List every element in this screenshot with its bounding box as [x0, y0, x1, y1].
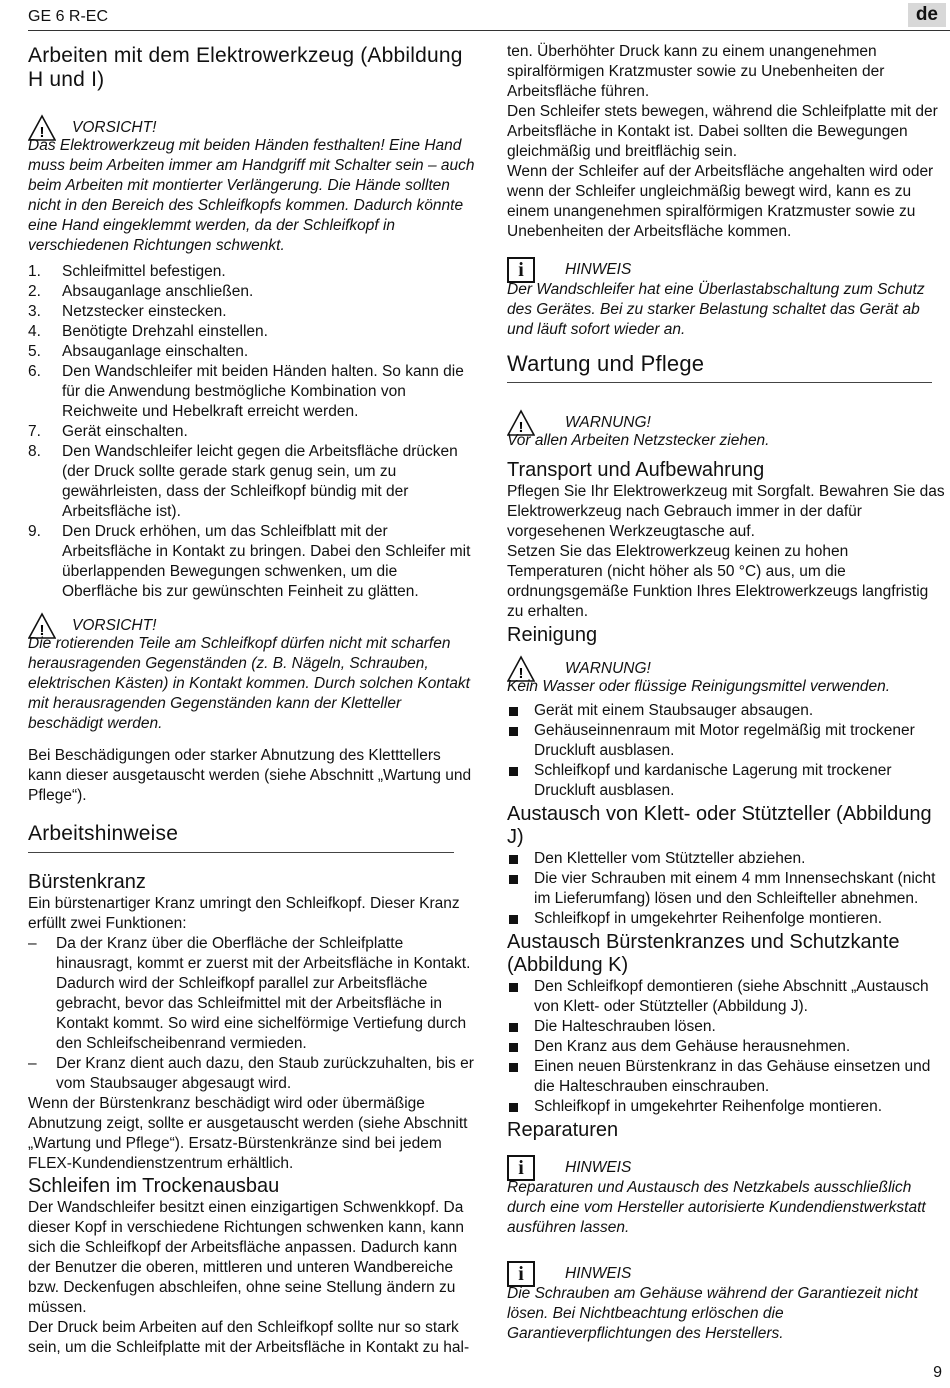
- heading-repairs: Reparaturen: [507, 1119, 619, 1141]
- paragraph-brush-2: Wenn der Bürstenkranz beschädigt wird oder übermäßige Abnutzung zeigt, sollte er ausgetauscht werden (siehe Abschnitt „Wartung und Pflege“). Ersatz-Bürstenkränze sind bei jedem FLEX-Kundendienstzentrum erhältlich.: [28, 1095, 468, 1172]
- note-label: HINWEIS: [565, 1159, 632, 1176]
- step-item: [28, 262, 475, 282]
- section-rule: [28, 852, 454, 853]
- bullet-icon: [507, 977, 534, 1017]
- pad-exchange-list: [507, 849, 947, 929]
- section-rule: [507, 382, 932, 383]
- list-item-text: Die Halteschrauben lösen.: [534, 1018, 716, 1035]
- list-marker: 7.: [28, 423, 41, 440]
- ring-exchange-list: [507, 977, 947, 1117]
- bullet-icon: [507, 1037, 534, 1057]
- bullet-icon: [507, 909, 534, 929]
- list-item-text: Den Kranz aus dem Gehäuse herausnehmen.: [534, 1038, 851, 1055]
- list-item-text: Schleifmittel befestigen.: [62, 263, 226, 280]
- bullet-icon: [507, 1057, 534, 1097]
- list-item-text: Da der Kranz über die Oberfläche der Schleifplatte hinausragt, kommt er zuerst mit der Arbeitsfläche in Kontakt. Dadurch wird der Schleifkopf parallel zur Arbeitsfläche gebracht, bevor das Schleifmittel mit der Arbeitsfläche in Kontakt kommt. So wird eine sichelförmige Vertiefung durch den Schleifscheibenrand vermieden.: [56, 935, 471, 1052]
- warning-text: Kein Wasser oder flüssige Reinigungsmittel verwenden.: [507, 678, 891, 695]
- bullet-icon: [507, 1097, 534, 1117]
- paragraph-continued-3: Wenn der Schleifer auf der Arbeitsfläche angehalten wird oder wenn der Schleifer ungleichmäßig bewegt wird, kann es zu einem unangenehmen spiralförmigen Kratzmuster sowie zu Unebenheiten der Arbeitsfläche kommen.: [507, 163, 934, 240]
- page-header: [0, 0, 950, 34]
- cleaning-list: [507, 701, 947, 801]
- list-item: [507, 701, 947, 721]
- step-item: [28, 362, 475, 422]
- bullet-icon: [507, 701, 534, 721]
- caution-label: VORSICHT!: [72, 617, 157, 634]
- list-item: [507, 977, 947, 1017]
- info-icon: i: [507, 1261, 535, 1287]
- list-marker: 4.: [28, 323, 41, 340]
- paragraph-brush: Ein bürstenartiger Kranz umringt den Schleifkopf. Dieser Kranz erfüllt zwei Funktionen:: [28, 895, 460, 932]
- bullet-icon: [507, 1017, 534, 1037]
- list-item: [28, 934, 475, 1054]
- steps-list: [28, 262, 475, 602]
- list-item: [507, 1057, 947, 1097]
- svg-text:!: !: [39, 622, 45, 639]
- note-text: Reparaturen und Austausch des Netzkabels ausschließlich durch eine vom Hersteller autorisierte Kundendienstwerkstatt ausführen lassen.: [507, 1179, 926, 1236]
- brush-function-list: [28, 934, 475, 1094]
- list-item-text: Den Wandschleifer mit beiden Händen halten. So kann die für die Anwendung bestmögliche Kombination von Reichweite und Hebelkraft erreicht werden.: [62, 363, 464, 420]
- list-item: [507, 869, 947, 909]
- step-item: [28, 522, 475, 602]
- list-item-text: Den Druck erhöhen, um das Schleifblatt mit der Arbeitsfläche in Kontakt zu bringen. Dabei den Schleifer mit überlappenden Bewegungen schwenken, um die Oberfläche bis zur gewünschten Feinheit zu glätten.: [62, 523, 471, 600]
- step-item: [28, 302, 475, 322]
- heading-ring-exchange: Austausch Bürstenkranzes und Schutzkante (Abbildung K): [507, 931, 900, 976]
- paragraph-continued-1: ten. Überhöhter Druck kann zu einem unangenehmen spiralförmigen Kratzmuster sowie zu Unebenheiten der Arbeitsfläche führen.: [507, 43, 885, 100]
- page-number: 9: [933, 1364, 942, 1381]
- list-item: [507, 761, 947, 801]
- list-item: [507, 1037, 947, 1057]
- header-rule: [28, 30, 950, 31]
- list-marker: 8.: [28, 443, 41, 460]
- paragraph-continued-2: Den Schleifer stets bewegen, während die Schleifplatte mit der Arbeitsfläche in Kontakt ist. Dabei sollten die Bewegungen gleichmäßig und breitflächig sein.: [507, 103, 938, 160]
- list-item-text: Absauganlage anschließen.: [62, 283, 254, 300]
- warning-label: WARNUNG!: [565, 414, 651, 431]
- note-label: HINWEIS: [565, 1265, 632, 1282]
- list-marker: 3.: [28, 303, 41, 320]
- list-marker: –: [28, 935, 37, 952]
- bullet-icon: [507, 849, 534, 869]
- list-marker: 5.: [28, 343, 41, 360]
- list-item-text: Gerät einschalten.: [62, 423, 188, 440]
- list-item-text: Die vier Schrauben mit einem 4 mm Innensechskant (nicht im Lieferumfang) lösen und den Schleifteller abnehmen.: [534, 870, 936, 907]
- list-item-text: Einen neuen Bürstenkranz in das Gehäuse einsetzen und die Halteschrauben einschrauben.: [534, 1058, 931, 1095]
- list-marker: 2.: [28, 283, 41, 300]
- paragraph-damage: Bei Beschädigungen oder starker Abnutzung des Kletttellers kann dieser ausgetauscht werden (siehe Abschnitt „Wartung und Pflege“).: [28, 747, 472, 804]
- list-marker: 9.: [28, 523, 41, 540]
- paragraph-drywall-2: Der Druck beim Arbeiten auf den Schleifkopf sollte nur so stark sein, um die Schleifplatte mit der Arbeitsfläche in Kontakt zu hal-: [28, 1319, 470, 1356]
- left-column: [28, 42, 475, 1358]
- list-item-text: Schleifkopf in umgekehrter Reihenfolge montieren.: [534, 1098, 883, 1115]
- heading-work-hints: Arbeitshinweise: [28, 822, 179, 845]
- note-text: Der Wandschleifer hat eine Überlastabschaltung zum Schutz des Gerätes. Bei zu starker Belastung schaltet das Gerät ab und läuft sofort wieder an.: [507, 281, 925, 338]
- list-item-text: Der Kranz dient auch dazu, den Staub zurückzuhalten, bis er vom Staubsauger abgesaugt wird.: [56, 1055, 474, 1092]
- svg-text:!: !: [518, 419, 524, 436]
- list-item-text: Schleifkopf in umgekehrter Reihenfolge montieren.: [534, 910, 883, 927]
- caution-text: Die rotierenden Teile am Schleifkopf dürfen nicht mit scharfen herausragenden Gegenständen (z. B. Nägeln, Schrauben, elektrischen Kästen) in Kontakt kommen. Durch solchen Kontakt mit herausragenden Gegenständen kann der Kletteller beschädigt werden.: [28, 635, 470, 732]
- step-item: [28, 282, 475, 302]
- list-item: [507, 909, 947, 929]
- list-item: [507, 721, 947, 761]
- caution-label: VORSICHT!: [72, 119, 157, 136]
- list-item-text: Absauganlage einschalten.: [62, 343, 249, 360]
- step-item: [28, 442, 475, 522]
- list-marker: –: [28, 1055, 37, 1072]
- list-item-text: Den Kletteller vom Stützteller abziehen.: [534, 850, 806, 867]
- paragraph-transport-2: Setzen Sie das Elektrowerkzeug keinen zu hohen Temperaturen (nicht höher als 50 °C) aus, um die ordnungsgemäße Funktion Ihres Elektrowerkzeugs langfristig zu erhalten.: [507, 543, 929, 620]
- heading-working: Arbeiten mit dem Elektrowerkzeug (Abbildung H und I): [28, 44, 463, 91]
- list-item: [507, 1017, 947, 1037]
- list-item-text: Gerät mit einem Staubsauger absaugen.: [534, 702, 814, 719]
- svg-text:!: !: [39, 124, 45, 141]
- note-text: Die Schrauben am Gehäuse während der Garantiezeit nicht lösen. Bei Nichtbeachtung erlöschen die Garantieverpflichtungen des Herstellers.: [507, 1285, 918, 1342]
- document-title: GE 6 R-EC: [28, 8, 109, 25]
- info-icon: i: [507, 257, 535, 283]
- list-item-text: Gehäuseinnenraum mit Motor regelmäßig mit trockener Druckluft ausblasen.: [534, 722, 915, 759]
- heading-maintenance: Wartung und Pflege: [507, 351, 705, 376]
- step-item: [28, 422, 475, 442]
- heading-transport: Transport und Aufbewahrung: [507, 459, 765, 481]
- list-item-text: Benötigte Drehzahl einstellen.: [62, 323, 268, 340]
- list-item: [507, 849, 947, 869]
- paragraph-transport-1: Pflegen Sie Ihr Elektrowerkzeug mit Sorgfalt. Bewahren Sie das Elektrowerkzeug nach Gebrauch immer in der dafür vorgesehenen Werkzeugtasche auf.: [507, 483, 945, 540]
- list-item-text: Den Wandschleifer leicht gegen die Arbeitsfläche drücken (der Druck sollte gerade stark genug sein, um zu gewährleisten, dass der Schleifkopf bündig mit der Arbeitsfläche ist).: [62, 443, 458, 520]
- bullet-icon: [507, 761, 534, 801]
- info-icon: i: [507, 1155, 535, 1181]
- step-item: [28, 342, 475, 362]
- bullet-icon: [507, 869, 534, 909]
- heading-pad-exchange: Austausch von Klett- oder Stützteller (Abbildung J): [507, 803, 932, 848]
- list-item-text: Netzstecker einstecken.: [62, 303, 227, 320]
- caution-text: Das Elektrowerkzeug mit beiden Händen festhalten! Eine Hand muss beim Arbeiten immer am Handgriff mit Schalter sein – auch beim Arbeiten mit montierter Verlängerung. Die Hände sollten nicht in den Bereich des Schleifkopfs kommen. Dadurch könnte eine Hand eingeklemmt werden, da der Schleifkopf in verschiedenen Richtungen schwenkt.: [28, 137, 475, 254]
- language-badge: de: [908, 3, 946, 27]
- note-label: HINWEIS: [565, 261, 632, 278]
- paragraph-drywall-1: Der Wandschleifer besitzt einen einzigartigen Schwenkkopf. Da dieser Kopf in verschiedene Richtungen schwenken kann, kann sich die Schleifkopf der Arbeitsfläche anpassen. Dadurch kann der Benutzer die oberen, mittleren und unteren Wandbereiche bzw. Deckenfugen abschleifen, ohne seine Stellung ändern zu müssen.: [28, 1199, 464, 1316]
- heading-drywall: Schleifen im Trockenausbau: [28, 1175, 280, 1197]
- heading-cleaning: Reinigung: [507, 624, 598, 646]
- list-item: [507, 1097, 947, 1117]
- list-marker: 1.: [28, 263, 41, 280]
- step-item: [28, 322, 475, 342]
- warning-label: WARNUNG!: [565, 660, 651, 677]
- bullet-icon: [507, 721, 534, 761]
- list-marker: 6.: [28, 363, 41, 380]
- warning-text: Vor allen Arbeiten Netzstecker ziehen.: [507, 432, 770, 449]
- right-column: [507, 42, 947, 1344]
- heading-brush-ring: Bürstenkranz: [28, 871, 146, 893]
- list-item-text: Schleifkopf und kardanische Lagerung mit trockener Druckluft ausblasen.: [534, 762, 892, 799]
- list-item: [28, 1054, 475, 1094]
- svg-text:!: !: [518, 665, 524, 682]
- list-item-text: Den Schleifkopf demontieren (siehe Abschnitt „Austausch von Klett- oder Stützteller (Abbildung J).: [534, 978, 929, 1015]
